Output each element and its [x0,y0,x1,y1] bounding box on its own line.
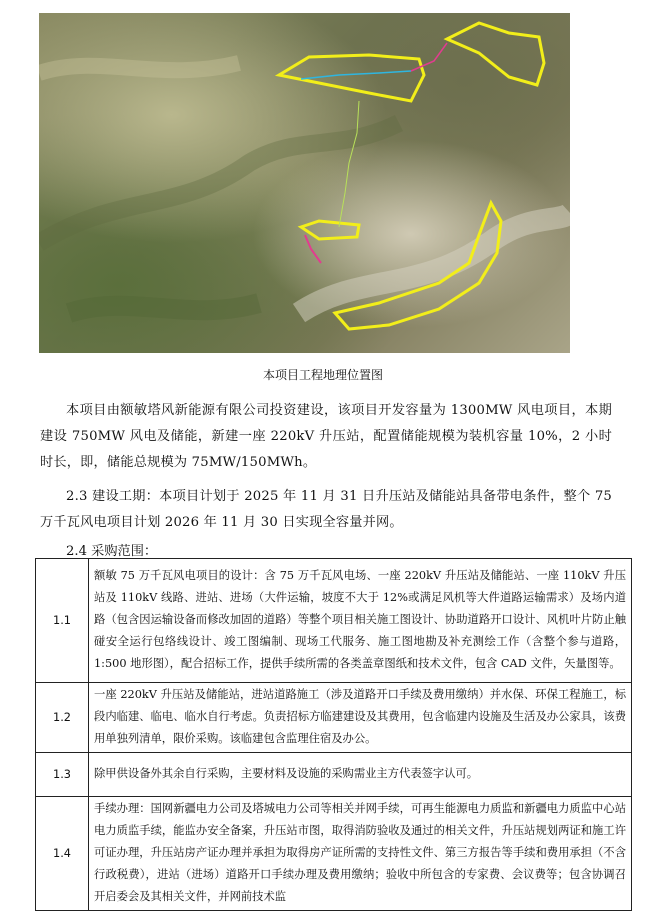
row-number: 1.2 [36,683,89,753]
map-overlay [39,13,570,353]
row-number: 1.4 [36,797,89,911]
project-location-map [39,13,570,353]
line-green [339,101,359,227]
table-row [36,797,632,911]
table-row [36,753,632,797]
line-cyan [301,71,411,79]
row-description: 额敏 75 万千瓦风电项目的设计：含 75 万千瓦风电场、一座 220kV 升压站及储能站、一座 110kV 升压站及 110kV 线路、进站、进场（大件运输，坡度不大于 12%或满足风机等大件道路运输需求）及场内道路（包含因运输设备而修改加固的道路）等整个项目相关施工图设计、协助道路开口设计、风机叶片防止触碰安全运行包络线设计、竣工图编制、现场工代服务、施工图地勘及补充测绘工作（含整个参与道路，1:500 地形图），配合招标工作，提供手续所需的各类盖章图纸和技术文件，包含 CAD 文件，矢量图等。 [89,559,632,683]
boundary-middle [301,221,359,239]
row-number: 1.1 [36,559,89,683]
row-description: 除甲供设备外其余自行采购，主要材料及设施的采购需业主方代表签字认可。 [89,753,632,797]
table-row [36,683,632,753]
scope-table [35,558,632,911]
row-description: 手续办理：国网新疆电力公司及塔城电力公司等相关并网手续，可再生能源电力质监和新疆电力质监中心站电力质监手续，能监办安全备案，升压站市图，取得消防验收及通过的相关文件，升压站规划两证和施工许可证办理，升压站房产证办理并承担为取得房产证所需的支持性文件、第三方报告等手续和费用承担（不含行政税费），进站（进场）道路开口手续办理及费用缴纳；验收中所包含的专家费、会议费等；包含协调召开启委会及其相关文件，并网前技术监 [89,797,632,911]
project-intro-paragraph: 本项目由额敏塔风新能源有限公司投资建设，该项目开发容量为 1300MW 风电项目，本期建设 750MW 风电及储能，新建一座 220kV 升压站，配置储能规模为装机容量 10%，2 小时时长，即，储能总规模为 75MW/150MWh。 [40,403,612,470]
table-row [36,559,632,683]
figure-caption: 本项目工程地理位置图 [262,368,383,382]
boundary-north [279,55,424,101]
row-description: 一座 220kV 升压站及储能站，进站道路施工（涉及道路开口手续及费用缴纳）并水保、环保工程施工，标段内临建、临电、临水自行考虑。负责招标方临建建设及其费用，包含临建内设施及生活及办公家具，该费用单独列清单，限价采购。该临建包含监理住宿及办公。 [89,683,632,753]
boundary-northeast [447,23,544,85]
row-number: 1.3 [36,753,89,797]
schedule-paragraph: 2.3 建设工期：本项目计划于 2025 年 11 月 31 日升压站及储能站具备带电条件，整个 75 万千瓦风电项目计划 2026 年 11 月 30 日实现全容量并网。 [40,489,612,530]
line-magenta [411,43,447,71]
scope-heading: 2.4 采购范围： [66,544,158,559]
